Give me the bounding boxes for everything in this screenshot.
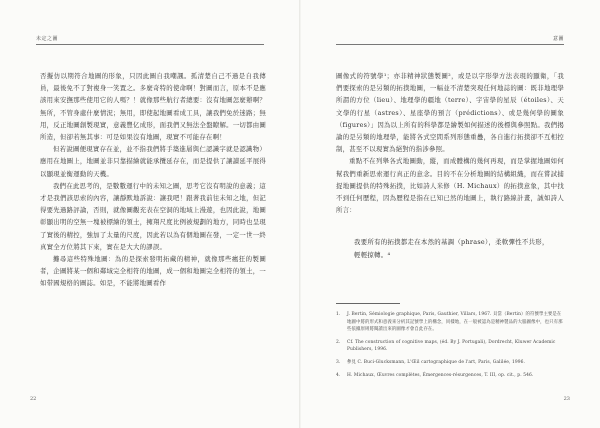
footnote bbox=[336, 311, 564, 334]
footnote-number: 2. bbox=[336, 339, 341, 345]
page-number: 23 bbox=[563, 396, 570, 402]
footnote bbox=[336, 339, 564, 354]
header-rule bbox=[336, 44, 564, 45]
body-text bbox=[336, 70, 564, 216]
running-head: 未定之圖 bbox=[36, 36, 59, 42]
footnote bbox=[336, 359, 564, 367]
paragraph: 我們在此思考的，是數數運行中的未知之圖，思考它沒有明說的意義；這才是我們該思索的內容，讓靜默地訴說：讓我吧！跟著我前往未知之地，但記得要先過路評論，否則，就像圖觀充表在空洞的地域上漫遊，也因此說，地圖彰顯出明的空無一塊被標繪的領土，擁翔尺度比例被規劃的地方，同時也呈現了實後的精控，強加了太量的尺度，因此若以為有個地圖在發，一定一世一終真實全方位將其下來，實在是大大的謬誤。 bbox=[40, 181, 266, 251]
block-quote: 我要所有的拓撲都走在本然的基調（phrase），柔軟彈性不共形，輕輕掠轉。⁴ bbox=[354, 238, 549, 259]
paragraph: 攤尋這些特殊地圖：為的是探索發明拓藏的精神，就像那些瘋狂的製圖者，企圖將某一個和鄰域完全相符的地圖，成一個和地圖完全相符的領土，一如带國規格的圖誌。如是，不能將地圖看作 bbox=[40, 255, 266, 288]
footnote-text: J. Bertin, Sémiologie graphique, Paris, Gauthier, Villars, 1967. 貝當（Bertin）的符號學主要是在地圖中將的形式和意義來分析其記號學上的構念，同樣地，在一般被認為是精神製品的大腦圖像中，也只有那些依據原則將閱讀出來的圖像才會自此存在。 bbox=[347, 312, 563, 333]
footnotes bbox=[336, 311, 564, 384]
footnote-rule bbox=[336, 303, 400, 304]
right-page bbox=[300, 0, 600, 428]
header-rule bbox=[36, 44, 264, 45]
footnote-text: H. Michaux, Œuvres complètes, Émergences-résurgences, T. III, op. cit., p. 546. bbox=[347, 372, 534, 378]
footnote-text: 參見 C. Buci-Glucksmann, L'Œil cartographique de l'art, Paris, Galilée, 1996. bbox=[347, 359, 526, 365]
footnote-number: 3. bbox=[336, 359, 341, 365]
paragraph: 圖像式的符號學¹；亦非精神狀態製圖²，或是以字形學方法表現的顯衛，「我們要探索的是另類的拓撲地圖，一幅並不清楚突現任何地誌的圖：既非地理學所謂的方位（lieu）、地理學的疆地（terre）、宇宙學的星辰（étoiles）、天文學的行星（astres）、星座學的預言（prédictions）、或是幾何學的圖象（figures）」因為以上所有的科學都是繪製如何描述的後標與參照點。我們揭論的是另類的地理學，能將各式空間系列形態重疊，各自進行拓撲卻不互相控制，甚至不以現實為絕對的指涉參照。 bbox=[336, 72, 564, 154]
paragraph: 重點不在列舉各式地圖動，縱，而成體構的幾何再現，而是掌握地圖如何幫我們重新思索運行真正的意念。目的不在分析地圖的結構組織，而在嘗試捕捉地圖提供的特殊拓撲，比如詩人米修（H. Michaux）的拓撲意象，其中找不到任何歷程，因為歷程是指在已知已然的地圖上，執行路線計畫，誠如詩人所言： bbox=[336, 157, 564, 215]
footnote-number: 4. bbox=[336, 372, 341, 378]
body-text bbox=[40, 70, 266, 290]
running-head: 意圖 bbox=[552, 36, 564, 42]
page-number: 22 bbox=[30, 396, 37, 402]
footnote-text: Cf. The construction of cognitive maps, (éd. By J. Portugali), Dordrecht, Kluwer Academic Publishers, 1996. bbox=[347, 339, 556, 353]
footnote bbox=[336, 372, 564, 380]
paragraph: 否擬仿以期符合地圖的形象，只因此圖自我嘲諷。孤清楚自己不過是自我傳員，最後免不了對複身一笑置之。多麼奇特的使命啊！對圖而言，原本不是應該用來安撫那些使用它的人嗎？！就像那些航行者總要：沒有地圖怎麼辦啊？無所，不管身處什麼情況；無用，即使起地圖看成工具，讓我們免於迷路；無用，反正地圖創製現實，意義豐亿成形，面我們又無法全盤瞭解。一切都由圖所造，但卻若無其事：可是如果沒有地圖，現實不可能存在啊！ bbox=[40, 72, 266, 142]
paragraph: 但若說圖便現實存在並，並不指我們將手築進層與仁認識字就是認識物）應用在地圖上，地圖並非只靠描繪就能承攬延存在，而是提供了讓讀延平展得以顯現並衡運動的天機。 bbox=[40, 145, 266, 178]
footnote-number: 1. bbox=[336, 312, 341, 317]
